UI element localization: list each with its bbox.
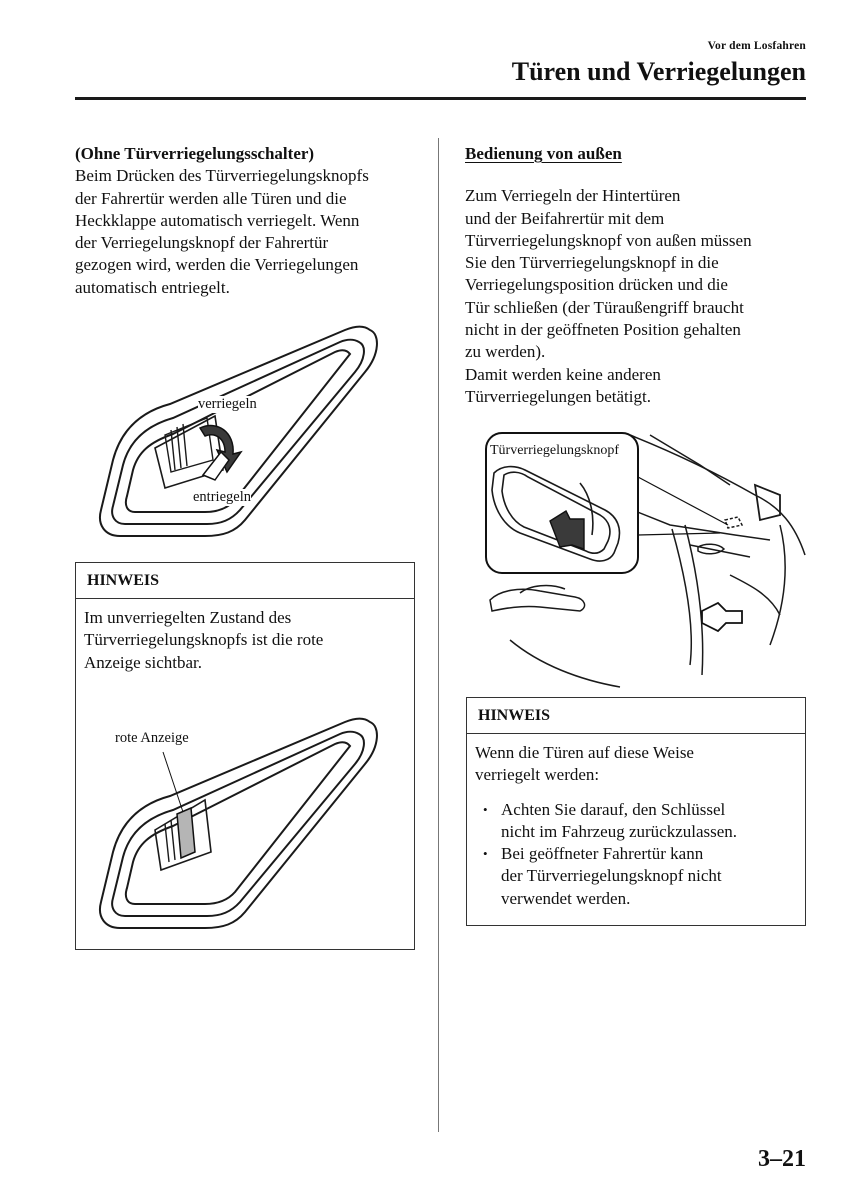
column-divider bbox=[438, 138, 439, 1132]
note-left-line-2: Türverriegelungsknopfs ist die rote bbox=[84, 630, 324, 650]
note-heading-left: HINWEIS bbox=[76, 563, 414, 599]
left-line-3: Heckklappe automatisch verriegelt. Wenn bbox=[75, 210, 360, 230]
section-name: Vor dem Losfahren bbox=[707, 40, 806, 52]
door-handle-illustration bbox=[95, 320, 385, 550]
left-subheading: (Ohne Türverriegelungsschalter) bbox=[75, 144, 315, 163]
page-title: Türen und Verriegelungen bbox=[511, 57, 806, 86]
unlock-label: entriegeln bbox=[193, 489, 251, 505]
note-body-left bbox=[76, 599, 414, 674]
right-line-2: und der Beifahrertür mit dem bbox=[465, 208, 665, 228]
right-line-6: Tür schließen (der Türaußengriff braucht bbox=[465, 297, 744, 317]
header-rule bbox=[75, 97, 806, 100]
car-door-illustration bbox=[480, 425, 805, 690]
bullet-1-line-1: • Achten Sie darauf, den Schlüssel bbox=[501, 799, 726, 819]
note-body-right bbox=[467, 734, 805, 910]
right-line-10: Türverriegelungen betätigt. bbox=[465, 386, 651, 406]
note-right-intro-1: Wenn die Türen auf diese Weise bbox=[475, 743, 694, 762]
red-indicator-label: rote Anzeige bbox=[115, 730, 189, 746]
right-line-4: Sie den Türverriegelungsknopf in die bbox=[465, 253, 719, 273]
left-line-1: Beim Drücken des Türverriegelungsknopfs bbox=[75, 166, 369, 186]
right-intro bbox=[465, 143, 810, 408]
right-line-3: Türverriegelungsknopf von außen müssen bbox=[465, 230, 752, 250]
note-heading-right: HINWEIS bbox=[467, 698, 805, 734]
note-left-line-1: Im unverriegelten Zustand des bbox=[84, 608, 292, 627]
bullet-1-line-2: nicht im Fahrzeug zurückzulassen. bbox=[501, 821, 738, 841]
note-right-bullets bbox=[475, 799, 797, 910]
page-number: 3–21 bbox=[758, 1146, 806, 1172]
left-line-4: der Verriegelungsknopf der Fahrertür bbox=[75, 233, 329, 253]
right-line-9: Damit werden keine anderen bbox=[465, 364, 661, 384]
note-left-line-3: Anzeige sichtbar. bbox=[84, 652, 203, 672]
bullet-2-line-3: verwendet werden. bbox=[501, 888, 631, 908]
right-subheading: Bedienung von außen bbox=[465, 144, 622, 163]
left-line-5: gezogen wird, werden die Verriegelungen bbox=[75, 255, 359, 275]
bullet-2-line-1: • Bei geöffneter Fahrertür kann bbox=[501, 844, 704, 864]
left-intro bbox=[75, 143, 425, 299]
right-line-1: Zum Verriegeln der Hintertüren bbox=[465, 186, 681, 206]
note-box-right bbox=[466, 697, 806, 926]
bullet-item-2 bbox=[475, 843, 797, 910]
bullet-2-line-2: der Türverriegelungsknopf nicht bbox=[501, 866, 722, 886]
right-line-8: zu werden). bbox=[465, 342, 546, 362]
right-line-5: Verriegelungsposition drücken und die bbox=[465, 275, 728, 295]
bullet-item-1 bbox=[475, 799, 797, 844]
left-line-6: automatisch entriegelt. bbox=[75, 277, 230, 297]
left-line-2: der Fahrertür werden alle Türen und die bbox=[75, 188, 347, 208]
lock-knob-label: Türverriegelungsknopf bbox=[490, 443, 620, 458]
lock-label: verriegeln bbox=[198, 396, 257, 412]
right-line-7: nicht in der geöffneten Position gehalten bbox=[465, 320, 741, 340]
note-right-intro-2: verriegelt werden: bbox=[475, 765, 600, 785]
